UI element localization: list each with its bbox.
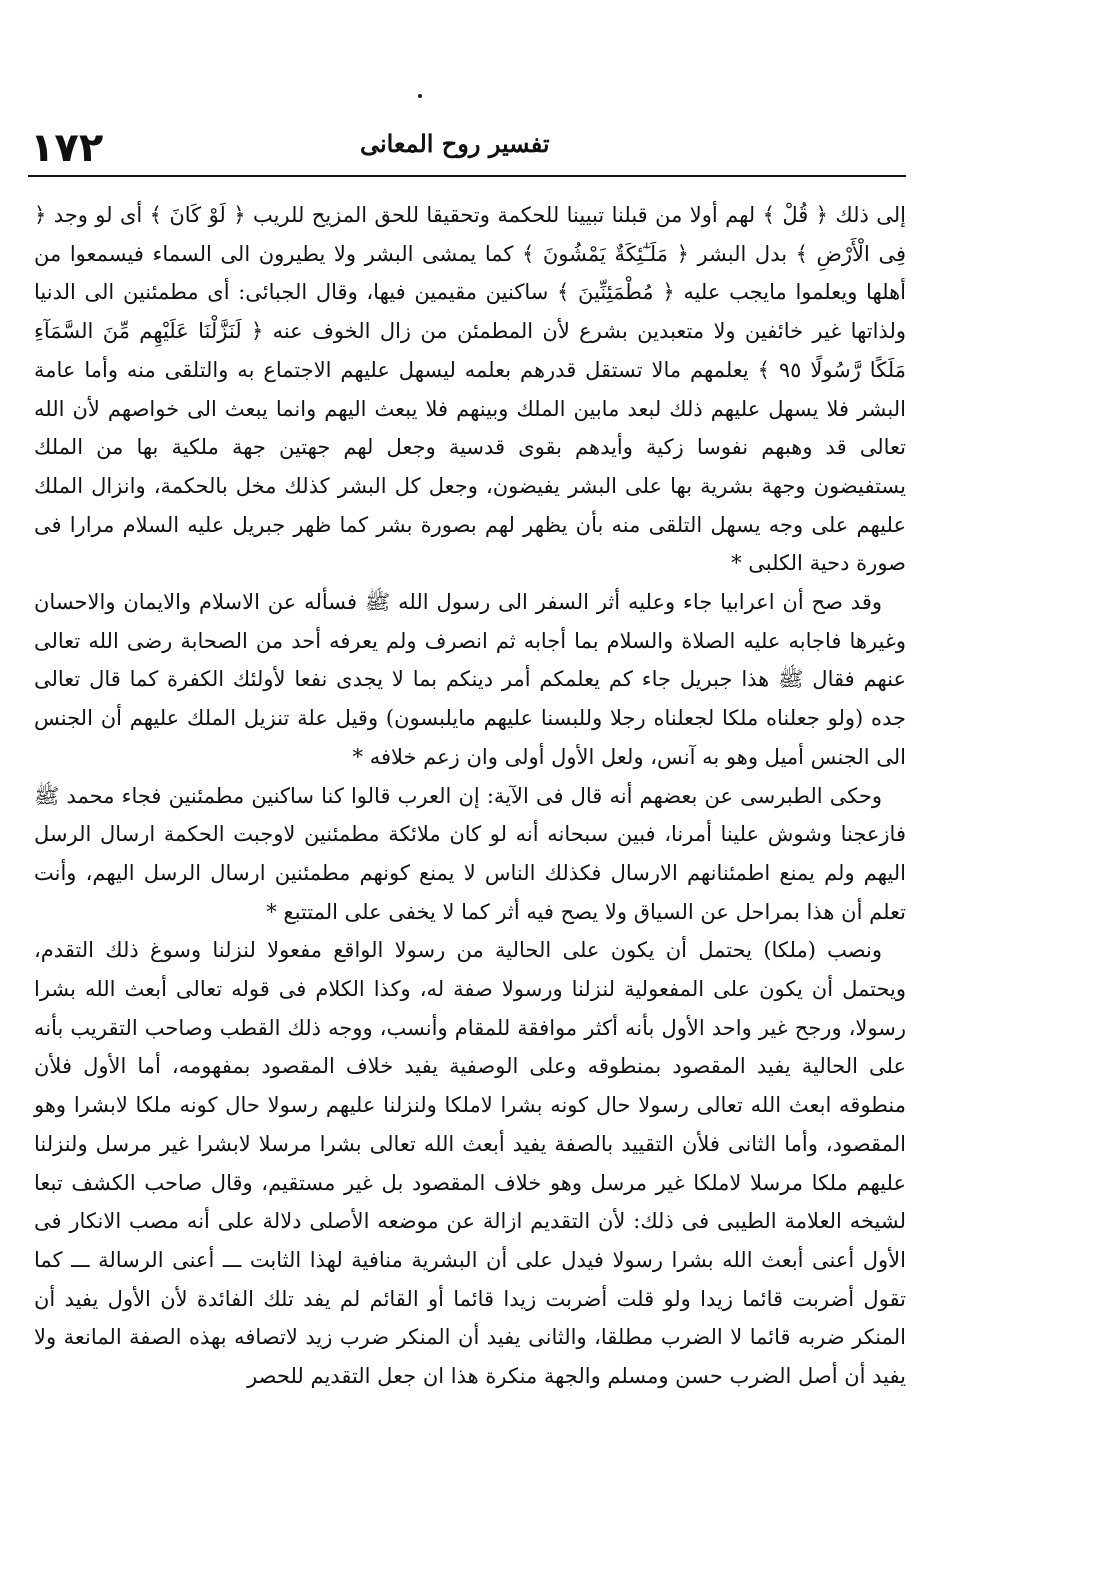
page-header [30, 120, 912, 176]
paragraph-4: ونصب (ملكا) يحتمل أن يكون على الحالية من رسولا الواقع مفعولا لنزلنا وسوغ ذلك التقدم، ويحتمل أن يكون على المفعولية لنزلنا ورسولا صفة له، وكذا الكلام فى قوله تعالى أبعث الله بشرا رسولا، ورجح غير واحد الأول بأنه أكثر موافقة للمقام وأنسب، ووجه ذلك القطب وصاحب التقريب بأنه على الحالية يفيد المقصود بمنطوقه وعلى الوصفية يفيد خلاف المقصود بمفهومه، أما الأول فلأن منطوقه ابعث الله تعالى رسولا حال كونه بشرا لاملكا ولنزلنا عليهم رسولا حال كونه ملكا لابشرا وهو المقصود، وأما الثانى فلأن التقييد بالصفة يفيد أبعث الله تعالى بشرا مرسلا لابشرا غير مرسل ولنزلنا عليهم ملكا مرسلا لاملكا غير مرسل وهو خلاف المقصود بل غير مستقيم، وقال صاحب الكشف تبعا لشيخه العلامة الطيبى فى ذلك: لأن التقديم ازالة عن موضعه الأصلى دلالة على أنه مصب الانكار فى الأول أعنى أبعث الله بشرا رسولا فيدل على أن البشرية منافية لهذا الثابت ـــ أعنى الرسالة ـــ كما تقول أضربت قائما زيدا ولو قلت أضربت زيدا قائما أو القائم لم يفد تلك الفائدة لأن الأول يفيد أن المنكر ضربه قائما لا الضرب مطلقا، والثانى يفيد أن المنكر ضرب زيد لاتصافه بهذه الصفة المانعة ولا يفيد أن أصل الضرب حسن ومسلم والجهة منكرة هذا ان جعل التقديم للحصر [34, 938, 907, 1389]
paragraph-1: إلى ذلك ﴿ قُلْ ﴾ لهم أولا من قبلنا تبيينا للحكمة وتحقيقا للحق المزيح للريب ﴿ لَوْ كَانَ ﴾ أى لو وجد ﴿ فِى الْأَرْضِ ﴾ بدل البشر ﴿ مَلَـٰٓئِكَةٌ يَمْشُونَ ﴾ كما يمشى البشر ولا يطيرون الى السماء فيسمعوا من أهلها ويعلموا مايجب عليه ﴿ مُطْمَئِنِّينَ ﴾ ساكنين مقيمين فيها، وقال الجبائى: أى مطمئنين الى الدنيا ولذاتها غير خائفين ولا متعبدين بشرع لأن المطمئن من زال الخوف عنه ﴿ لَنَزَّلْنَا عَلَيْهِم مِّنَ السَّمَآءِ مَلَكًا رَّسُولًا ٩٥ ﴾ يعلمهم مالا تستقل قدرهم بعلمه ليسهل عليهم الاجتماع به والتلقى منه وأما عامة البشر فلا يسهل عليهم ذلك لبعد مابين الملك وبينهم فلا يبعث اليهم وانما يبعث الى خواصهم لأن الله تعالى قد وهبهم نفوسا زكية وأيدهم بقوى قدسية وجعل لهم جهتين جهة ملكية بها من الملك يستفيضون وجهة بشرية بها على البشر يفيضون، وجعل كل البشر كذلك مخل بالحكمة، وانزال الملك عليهم على وجه يسهل التلقى منه بأن يظهر لهم بصورة بشر كما ظهر جبريل عليه السلام مرارا فى صورة دحية الكلبى * [34, 203, 907, 576]
header-rule [28, 175, 906, 177]
stray-dot-mark [418, 94, 422, 98]
paragraph-3: وحكى الطبرسى عن بعضهم أنه قال فى الآية: إن العرب قالوا كنا ساكنين مطمئنين فجاء محمد ﷺ فازعجنا وشوش علينا أمرنا، فبين سبحانه أنه لو كان ملائكة مطمئنين لاوجبت الحكمة ارسال الرسل اليهم ولم يمنع اطمئنانهم الارسال فكذلك الناس لا يمنع كونهم مطمئنين ارسال الرسل اليهم، وأنت تعلم أن هذا بمراحل عن السياق ولا يصح فيه أثر كما لا يخفى على المتتبع * [34, 783, 906, 924]
running-title: تفسير روح المعانى [360, 129, 550, 158]
page-number: ١٧٢ [30, 125, 104, 171]
main-text [34, 196, 906, 1396]
paragraph-2: وقد صح أن اعرابيا جاء وعليه أثر السفر الى رسول الله ﷺ فسأله عن الاسلام والايمان والاحسان وغيرها فاجابه عليه الصلاة والسلام بما أجابه ثم انصرف ولم يعرفه أحد من الصحابة رضى الله تعالى عنهم فقال ﷺ هذا جبريل جاء كم يعلمكم أمر دينكم بما لا يجدى نفعا لأولئك الكفرة كما قال تعالى جده (ولو جعلناه ملكا لجعلناه رجلا وللبسنا عليهم مايلبسون) وقيل علة تنزيل الملك عليهم أن الجنس الى الجنس أميل وهو به آنس، ولعل الأول أولى وان زعم خلافه * [34, 590, 906, 769]
